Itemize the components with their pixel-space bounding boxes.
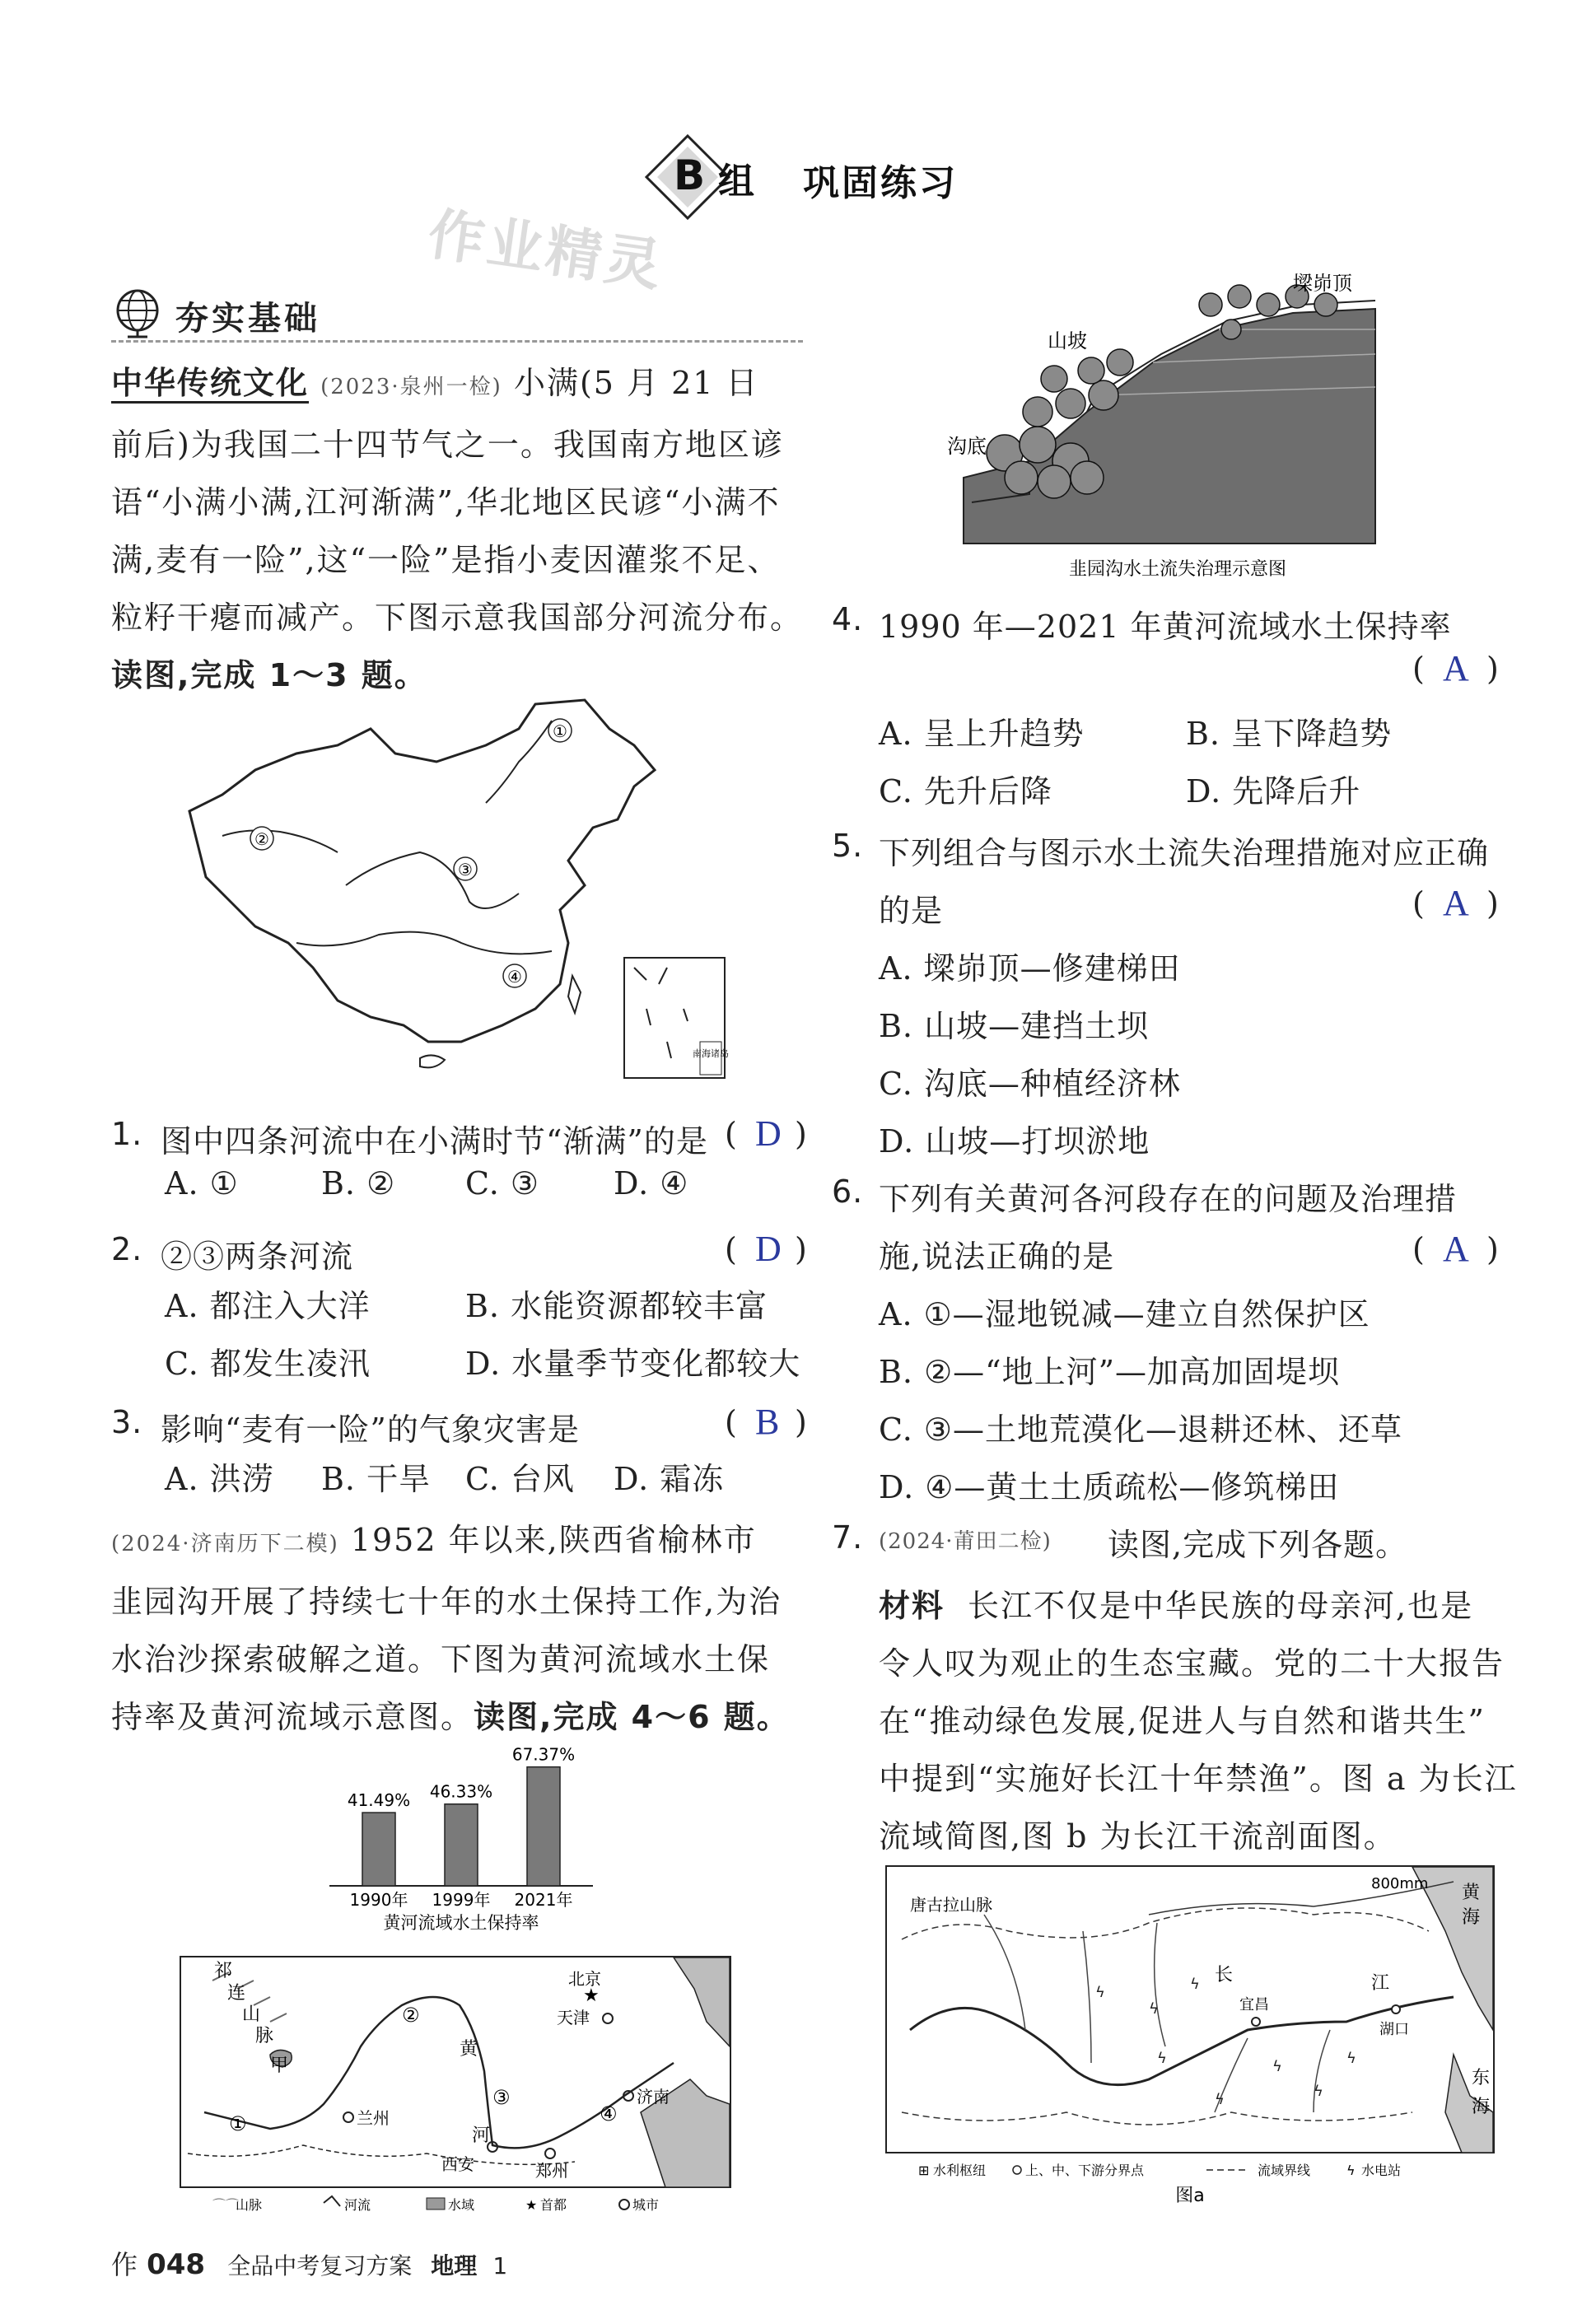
q2-num: 2. [111,1231,143,1267]
bar-chart-svg [325,1738,597,1935]
hydro-station-icon: ϟ [1215,2091,1225,2108]
bar-value-label: 67.37% [511,1744,576,1765]
category-label: 1999年 [432,1890,491,1910]
q5-answer: A [1443,883,1470,923]
q6-option-d: D. ④—黄土土质疏松—修筑梯田 [879,1469,1340,1505]
q4-option-a: A. 呈上升趋势 [879,716,1085,752]
question-7 [832,1519,1532,1865]
q7-line-4: 流域简图,图 b 为长江干流剖面图。 [879,1818,1397,1855]
yangtze-caption: 图a [1175,2186,1205,2206]
globe-icon [111,286,164,338]
q5-stem-line-0: 下列组合与图示水土流失治理措施对应正确 [879,835,1490,871]
chart-title: 黄河流域水土保持率 [383,1913,539,1933]
intro2-block [111,1511,811,1746]
inset-label: 南海诸岛 [693,1048,729,1059]
terrace-label-slope: 山坡 [1048,329,1087,352]
question-2: 2. ②③两条河流 ( D ) A. 都注入大洋 B. 水能资源都较丰富 C. 都发生凌汛 D. 水量季节变化都较大 [111,1229,808,1382]
legend-mountain: 山脉 [236,2197,263,2213]
bar-value-label: 46.33% [429,1781,493,1802]
bar-chart [325,1738,597,1935]
yr-label-1: ① [229,2112,247,2135]
q4-option-c: C. 先升后降 [879,773,1052,810]
river-label-jiang: 江 [1371,1973,1390,1994]
bar [445,1804,478,1886]
q2-answer: D [755,1229,782,1269]
q3-option-d: D. 霜冻 [614,1461,725,1497]
badge-letter: B [674,152,706,199]
q6-option-a: A. ①—湿地锐减—建立自然保护区 [879,1296,1370,1332]
intro1-line-0: 小满(5 月 21 日 [513,365,759,401]
intro1-line-3: 满,麦有一险”,这“一险”是指小麦因灌浆不足、 [111,542,781,578]
q2-option-a: A. 都注入大洋 [165,1288,371,1324]
svg-text:⌒⌒: ⌒⌒ [212,2197,240,2213]
zhengzhou-label: 郑州 [535,2161,568,2181]
legend-capital-icon: ★ [525,2197,538,2213]
intro1-line-2: 语“小满小满,江河渐满”,华北地区民谚“小满不 [111,484,781,520]
q4-answer: A [1443,648,1470,688]
hydro-station-icon: ϟ [1095,1984,1105,2001]
q1-stem: 图中四条河流中在小满时节“渐满”的是 [161,1123,708,1160]
legend-hydro: 水电站 [1361,2163,1402,2178]
legend-hydro-icon: ϟ [1346,2163,1356,2178]
page-number: 048 [147,2248,206,2281]
question-5: 5. 下列组合与图示水土流失治理措施对应正确 的是 ( A ) A. 墚峁顶—修建梯田 B. 山坡—建挡土坝 C. 沟底—种植经济林 D. 山坡—打坝淤地 [832,828,1500,1160]
intro2-line-2: 水治沙探索破解之道。下图为黄河流域水土保 [111,1641,771,1677]
q4-stem: 1990 年—2021 年黄河流域水土保持率 [879,609,1452,645]
q5-option-b: B. 山坡—建挡土坝 [879,1008,1150,1044]
category-label: 2021年 [514,1890,573,1910]
hydro-station-icon: ϟ [1346,2050,1356,2067]
intro1-line-1: 前后)为我国二十四节气之一。我国南方地区谚 [111,427,784,463]
beijing-star-icon: ★ [583,1985,600,2006]
q4-option-b: B. 呈下降趋势 [1186,716,1393,752]
intro2-line-0: 1952 年以来,陕西省榆林市 [350,1522,757,1558]
q7-line-2: 在“推动绿色发展,促进人与自然和谐共生” [879,1703,1486,1739]
lanzhou-label: 兰州 [357,2108,390,2128]
yangtze-legend [918,2163,1401,2178]
yichang-label: 宜昌 [1239,1996,1269,2013]
tanggula-label: 唐古拉山脉 [910,1895,992,1915]
question-3: 3. 影响“麦有一险”的气象灾害是 ( B ) A. 洪涝 B. 干旱 C. 台风 D. 霜冻 [111,1402,808,1497]
q5-num: 5. [832,828,864,864]
legend-dam: 水利枢纽 [933,2163,987,2178]
legend-water: 水域 [448,2197,475,2213]
sea-label-dong: 东 [1472,2068,1491,2088]
yr-label-2: ② [402,2004,420,2027]
badge-suffix: 组 [718,161,754,203]
sea-label-hai2: 海 [1472,2097,1491,2117]
q7-line-3: 中提到“实施好长江十年禁渔”。图 a 为长江 [879,1761,1518,1797]
q6-option-c: C. ③—土地荒漠化—退耕还林、还草 [879,1411,1402,1448]
category-label: 1990年 [349,1890,408,1910]
qilian-label-3: 山 [242,2004,261,2025]
footer-prefix: 作 [111,2249,138,2280]
hydro-station-icon: ϟ [1157,2050,1167,2067]
q6-answer: A [1443,1229,1470,1269]
legend-river: 河流 [344,2197,371,2213]
yr-legend [212,2196,659,2213]
xian-label: 西安 [441,2154,474,2174]
question-1: 1. 图中四条河流中在小满时节“渐满”的是 ( D ) A. ① B. ② C. ③ D. ④ [111,1113,808,1201]
q6-stem-line-0: 下列有关黄河各河段存在的问题及治理措 [879,1181,1458,1217]
q5-option-a: A. 墚峁顶—修建梯田 [879,950,1181,987]
legend-city: 城市 [632,2197,660,2213]
q3-option-b: B. 干旱 [321,1461,432,1497]
intro2-instruction: 读图,完成 4～6 题。 [474,1699,790,1735]
footer-book: 全品中考复习方案 [227,2252,413,2279]
river-label-chang: 长 [1215,1965,1234,1985]
terrace-caption: 韭园沟水土流失治理示意图 [1068,559,1287,580]
question-6: 6. 下列有关黄河各河段存在的问题及治理措 施,说法正确的是 ( A ) A. ①—湿地锐减—建立自然保护区 B. ②—“地上河”—加高加固堤坝 C. ③—土地荒漠化—退耕还林、还草 D. ④—黄土土质疏松—修筑梯田 [832,1173,1500,1505]
intro1-block [111,354,811,704]
intro2-line-3: 持率及黄河流域示意图。 [111,1699,474,1735]
q3-stem: 影响“麦有一险”的气象灾害是 [161,1411,580,1448]
footer-volume: 1 [492,2252,508,2279]
q6-num: 6. [832,1173,864,1210]
isoline-label: 800mm [1371,1875,1429,1892]
q3-option-c: C. 台风 [465,1461,575,1497]
q5-option-d: D. 山坡—打坝淤地 [879,1123,1150,1160]
q2-option-d: D. 水量季节变化都较大 [465,1346,801,1382]
beijing-label: 北京 [568,1969,601,1989]
q1-answer: D [755,1113,782,1154]
legend-capital: 首都 [540,2197,567,2213]
legend-dam-icon: ⊞ [918,2163,930,2178]
terrace-label-bottom: 沟底 [947,435,987,458]
q5-option-c: C. 沟底—种植经济林 [879,1066,1181,1102]
q3-num: 3. [111,1404,143,1440]
intro2-source: (2024·济南历下二模) [111,1532,339,1556]
hydro-station-icon: ϟ [1190,1976,1200,1993]
terrace-figure [947,272,1408,585]
footer [111,2244,688,2285]
china-map [173,696,733,1083]
q6-option-b: B. ②—“地上河”—加高加固堤坝 [879,1354,1341,1390]
q7-num: 7. [832,1519,864,1556]
q1-option-b: B. ② [321,1165,396,1201]
terrace-label-top: 墚峁顶 [1293,272,1352,295]
section-divider [111,340,803,343]
lake-label: 甲 [270,2055,289,2076]
q1-option-a: A. ① [165,1165,239,1201]
q4-num: 4. [832,601,864,637]
page-title: 巩固练习 [803,162,958,204]
q7-stem: 读图,完成下列各题。 [1108,1527,1408,1563]
river-label-he: 河 [472,2125,491,2146]
q5-stem-line-1: 的是 [879,893,944,929]
q2-option-c: C. 都发生凌汛 [165,1346,371,1382]
section-header [111,284,803,342]
yr-label-3: ③ [492,2086,511,2109]
sea-label-huang: 黄 [1462,1883,1481,1903]
bar-value-label: 41.49% [347,1790,411,1811]
q3-option-a: A. 洪涝 [165,1461,274,1497]
intro1-tag: 中华传统文化 [111,365,309,404]
watermark: 作业精灵 [424,202,669,300]
qilian-label-1: 祁 [214,1961,233,1981]
group-header [642,132,988,222]
bar [362,1813,395,1886]
map-label-4: ④ [507,967,522,987]
legend-boundary: 流域界线 [1258,2163,1311,2178]
intro1-instruction: 读图,完成 1～3 题。 [111,657,427,693]
map-label-2: ② [254,829,269,849]
q7-line-0: 长江不仅是中华民族的母亲河,也是 [968,1588,1474,1624]
jinan-label: 济南 [637,2087,670,2107]
sea-label-hai1: 海 [1462,1907,1481,1928]
hydro-station-icon: ϟ [1272,2058,1282,2075]
legend-division: 上、中、下游分界点 [1025,2163,1145,2178]
yr-label-4: ④ [600,2102,618,2125]
q1-option-d: D. ④ [614,1165,689,1201]
footer-subject: 地理 [431,2252,478,2279]
q2-option-b: B. 水能资源都较丰富 [465,1288,768,1324]
intro1-source: (2023·泉州一检) [320,375,502,399]
yangtze-map [885,1865,1495,2211]
intro2-line-1: 韭园沟开展了持续七十年的水土保持工作,为治 [111,1584,782,1620]
qilian-label-2: 连 [227,1983,246,2004]
intro1-line-4: 粒籽干瘪而减产。下图示意我国部分河流分布。 [111,600,804,636]
section-title: 夯实基础 [175,300,320,338]
q7-material-label: 材料 [879,1588,945,1624]
q1-num: 1. [111,1116,143,1152]
q7-line-1: 令人叹为观止的生态宝藏。党的二十大报告 [879,1645,1505,1682]
bar [527,1767,560,1886]
hydro-station-icon: ϟ [1149,2000,1159,2018]
map-label-1: ① [553,721,567,741]
q2-stem: ②③两条河流 [161,1239,354,1275]
map-label-3: ③ [458,860,473,880]
yellow-river-map [180,1956,731,2219]
tianjin-label: 天津 [557,2008,590,2027]
q7-source: (2024·莆田二检) [879,1529,1052,1554]
hydro-station-icon: ϟ [1314,2083,1323,2100]
q6-stem-line-1: 施,说法正确的是 [879,1239,1115,1275]
q3-answer: B [755,1402,781,1442]
river-label-huang: 黄 [460,2039,478,2060]
qilian-label-4: 脉 [255,2026,274,2046]
q4-option-d: D. 先降后升 [1186,773,1361,810]
q1-option-c: C. ③ [465,1165,539,1201]
question-4: 4. 1990 年—2021 年黄河流域水土保持率 ( A ) A. 呈上升趋势 B. 呈下降趋势 C. 先升后降 D. 先降后升 [832,601,1500,810]
hukou-label: 湖口 [1379,2021,1409,2038]
